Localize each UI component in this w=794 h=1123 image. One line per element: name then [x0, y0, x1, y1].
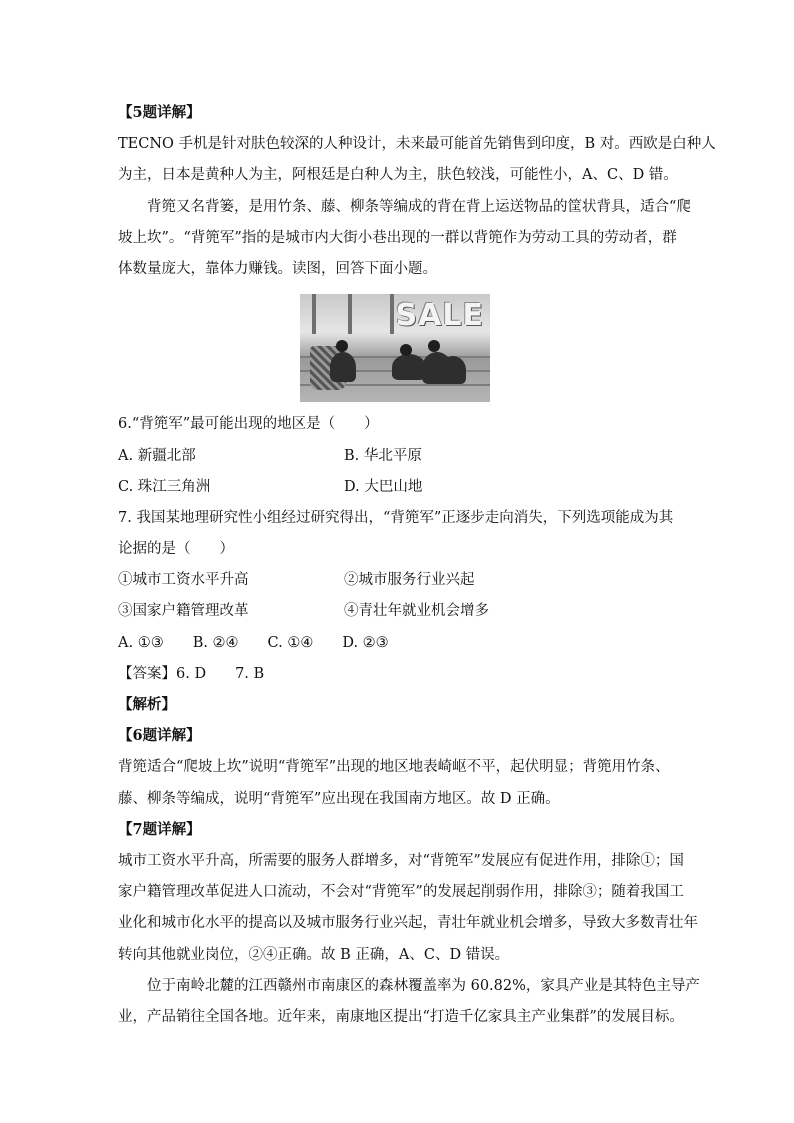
q6-option-a: A. 新疆北部 [118, 448, 196, 464]
q7-options: A. ①③ B. ②④ C. ①④ D. ②③ [118, 635, 389, 651]
q7-statement-4: ④青壮年就业机会增多 [344, 603, 489, 619]
q6-detail-heading: 【6题详解】 [118, 727, 201, 744]
q6-option-d: D. 大巴山地 [344, 479, 423, 495]
q7-detail-line: 家户籍管理改革促进人口流动，不会对“背篼军”的发展起削弱作用，排除③；随着我国工 [118, 884, 684, 900]
q6-stem: 6.“背篼军”最可能出现的地区是（ ） [118, 416, 379, 432]
q7-stem-line: 7. 我国某地理研究性小组经过研究得出，“背篼军”正逐步走向消失，下列选项能成为其 [118, 510, 674, 526]
q7-statement-1: ①城市工资水平升高 [118, 572, 249, 588]
q7-statement-2: ②城市服务行业兴起 [344, 572, 475, 588]
next-paragraph-line: 业，产品销往全国各地。近年来，南康地区提出“打造千亿家具主产业集群”的发展目标。 [118, 1009, 684, 1025]
q7-detail-line: 业化和城市化水平的提高以及城市服务行业兴起，青壮年就业机会增多，导致大多数青壮年 [118, 915, 698, 931]
q7-stem-line: 论据的是（ ） [118, 541, 234, 557]
q6-option-b: B. 华北平原 [344, 448, 422, 464]
next-paragraph-line: 位于南岭北麓的江西赣州市南康区的森林覆盖率为 60.82%，家具产业是其特色主导产 [147, 978, 700, 994]
q5-explanation-line: TECNO 手机是针对肤色较深的人种设计，未来最可能首先销售到印度，B 对。西欧是白种人 [118, 136, 716, 152]
sale-sign-text: SALE [395, 298, 484, 333]
q7-detail-line: 转向其他就业岗位，②④正确。故 B 正确，A、C、D 错误。 [118, 947, 510, 963]
q6-detail-line: 藤、柳条等编成，说明“背篼军”应出现在我国南方地区。故 D 正确。 [118, 791, 560, 807]
intro-paragraph-line: 体数量庞大，靠体力赚钱。读图，回答下面小题。 [118, 261, 437, 277]
q7-detail-line: 城市工资水平升高，所需要的服务人群增多，对“背篼军”发展应有促进作用，排除①；国 [118, 853, 684, 869]
q6-detail-line: 背篼适合“爬坡上坎”说明“背篼军”出现的地区地表崎岖不平，起伏明显；背篼用竹条、 [118, 759, 670, 775]
answer-line: 【答案】6. D 7. B [118, 666, 265, 682]
q5-heading: 【5题详解】 [118, 104, 201, 121]
analysis-heading: 【解析】 [118, 696, 176, 713]
beidou-workers-photo [300, 294, 490, 402]
q7-statement-3: ③国家户籍管理改革 [118, 603, 249, 619]
q7-detail-heading: 【7题详解】 [118, 821, 201, 838]
q5-explanation-line: 为主，日本是黄种人为主，阿根廷是白种人为主，肤色较浅，可能性小，A、C、D 错。 [118, 167, 678, 183]
intro-paragraph-line: 背篼又名背篓，是用竹条、藤、柳条等编成的背在背上运送物品的筐状背具，适合“爬 [147, 199, 691, 215]
q6-option-c: C. 珠江三角洲 [118, 479, 211, 495]
intro-paragraph-line: 坡上坎”。“背篼军”指的是城市内大街小巷出现的一群以背篼作为劳动工具的劳动者，群 [118, 230, 677, 246]
